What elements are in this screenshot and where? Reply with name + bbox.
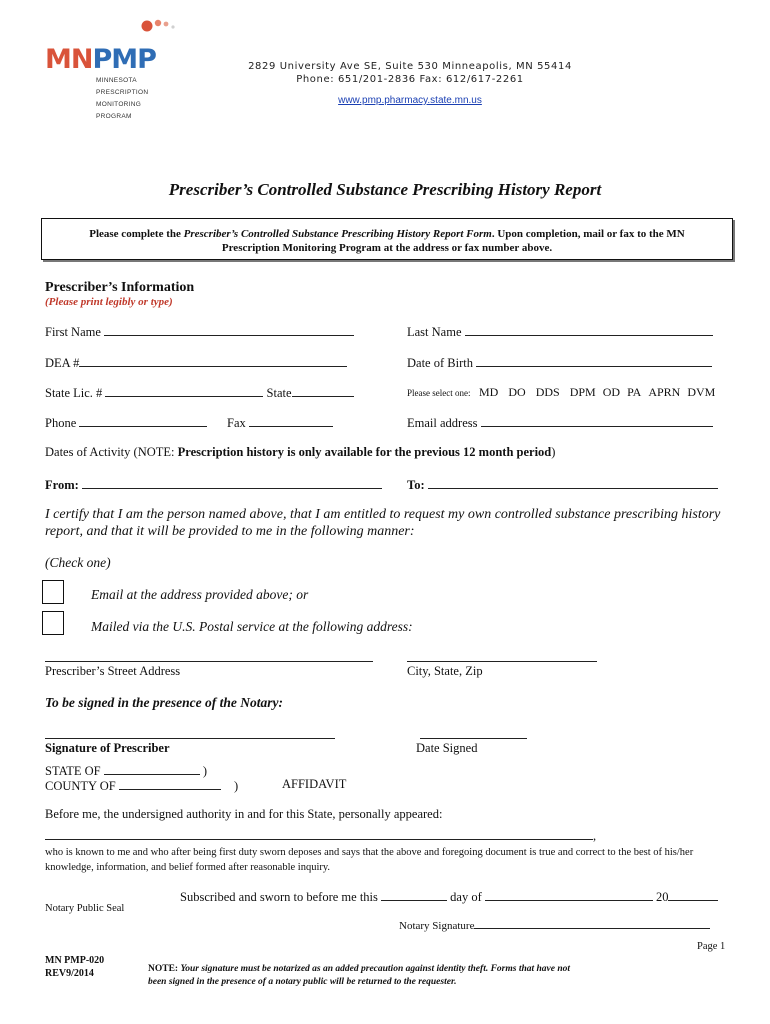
dea-label: DEA # — [45, 356, 80, 370]
fax-label: Fax — [227, 416, 246, 430]
signature-label: Signature of Prescriber — [45, 741, 170, 755]
website-link[interactable]: www.pmp.pharmacy.state.mn.us — [338, 95, 482, 106]
phone-input[interactable] — [79, 414, 207, 427]
page-title: Prescriber’s Controlled Substance Prescribing History Report — [168, 180, 602, 199]
state-of-field[interactable]: STATE OF ) — [45, 764, 208, 778]
from-input[interactable] — [82, 476, 382, 489]
state-lic-field[interactable] — [45, 384, 354, 401]
phone-field[interactable] — [45, 414, 207, 431]
dob-label: Date of Birth — [407, 356, 473, 370]
logo-subtitle: MINNESOTA PRESCRIPTION MONITORING PROGRAM — [96, 77, 149, 120]
dob-field[interactable] — [407, 354, 712, 371]
email-option-checkbox[interactable] — [42, 580, 64, 604]
fax-field[interactable] — [227, 414, 333, 431]
city-state-zip-input[interactable] — [407, 661, 597, 662]
state-input[interactable] — [292, 384, 354, 397]
street-address-input[interactable] — [45, 661, 373, 662]
last-name-input[interactable] — [465, 323, 713, 336]
credential-dvm[interactable]: DVM — [687, 385, 716, 399]
credential-aprn[interactable]: APRN — [648, 385, 681, 399]
page-number: Page 1 — [697, 941, 726, 952]
notary-heading: To be signed in the presence of the Notary: — [45, 695, 283, 710]
signature-input[interactable] — [45, 738, 335, 739]
prescriber-info-heading: Prescriber’s Information — [45, 280, 195, 295]
to-field[interactable] — [407, 476, 718, 493]
check-one-label: (Check one) — [45, 555, 111, 570]
logo-dots-icon — [138, 16, 184, 36]
select-one-label: Please select one: — [407, 388, 471, 398]
fax-input[interactable] — [249, 414, 333, 427]
header-address: 2829 University Ave SE, Suite 530 Minneapolis, MN 55414 — [248, 61, 572, 72]
credential-dpm[interactable]: DPM — [569, 385, 596, 399]
to-input[interactable] — [428, 476, 718, 489]
notary-seal-label: Notary Public Seal — [45, 903, 125, 914]
appeared-comma: , — [593, 829, 597, 843]
certification-text: I certify that I am the person named above, that I am entitled to request my own controlled substance prescribing history report, and that it will be provided to me in the following manner: — [45, 507, 721, 539]
appeared-name-input[interactable] — [45, 839, 593, 840]
credential-md[interactable]: MD — [479, 385, 499, 399]
sworn-day-input[interactable] — [381, 888, 447, 901]
credential-options — [479, 385, 715, 400]
state-lic-input[interactable] — [105, 384, 263, 397]
form-id-block — [45, 954, 104, 980]
last-name-field[interactable] — [407, 323, 713, 340]
state-lic-label: State Lic. # — [45, 386, 103, 400]
mail-option-checkbox[interactable] — [42, 611, 64, 635]
credential-dds[interactable]: DDS — [535, 385, 560, 399]
form-revision: REV9/2014 — [45, 968, 94, 979]
instruction-text: Please complete the Prescriber’s Controlled Substance Prescribing History Report Form. Upon completion, mail or fax to the MN Prescription Monitoring Program at the address or fax number above. — [89, 228, 685, 254]
footer-note: NOTE: Your signature must be notarized as an added precaution against identity theft. Forms that have not been signed in the presence of a notary public will be returned to the requester. — [148, 964, 571, 987]
credential-do[interactable]: DO — [508, 385, 526, 399]
sworn-month-input[interactable] — [485, 888, 653, 901]
from-label: From: — [45, 478, 79, 492]
affidavit-label: AFFIDAVIT — [282, 777, 347, 791]
notary-signature-label: Notary Signature — [399, 920, 475, 932]
subscribed-field[interactable]: Subscribed and sworn to before me this day of 20 — [180, 888, 718, 905]
before-me-text: Before me, the undersigned authority in and for this State, personally appeared: — [45, 807, 443, 821]
email-input[interactable] — [481, 414, 713, 427]
state-label: State — [266, 386, 292, 400]
mail-option-label: Mailed via the U.S. Postal service at the following address: — [91, 619, 413, 634]
date-signed-input[interactable] — [420, 738, 527, 739]
state-of-label: STATE OF — [45, 764, 101, 778]
from-field[interactable] — [45, 476, 382, 493]
deposes-text: who is known to me and who after being first duty sworn deposes and says that the above and foregoing document is true and correct to the best of his/her knowledge, information, and belief formed after reasonable inquiry. — [45, 847, 694, 873]
last-name-label: Last Name — [407, 325, 462, 339]
email-field[interactable] — [407, 414, 713, 431]
first-name-label: First Name — [45, 325, 101, 339]
phone-label: Phone — [45, 416, 77, 430]
street-address-label: Prescriber’s Street Address — [45, 664, 181, 678]
dea-field[interactable] — [45, 354, 347, 371]
notary-signature-input[interactable] — [474, 916, 710, 929]
county-of-label: COUNTY OF — [45, 779, 116, 793]
form-id: MN PMP-020 — [45, 955, 105, 966]
to-label: To: — [407, 478, 425, 492]
sworn-year-input[interactable] — [668, 888, 718, 901]
first-name-field[interactable] — [45, 323, 354, 340]
dob-input[interactable] — [476, 354, 712, 367]
email-label: Email address — [407, 416, 478, 430]
notary-signature-field[interactable] — [399, 916, 710, 932]
dea-input[interactable] — [79, 354, 347, 367]
credential-od[interactable]: OD — [602, 385, 621, 399]
city-state-zip-label: City, State, Zip — [407, 664, 483, 678]
date-signed-label: Date Signed — [416, 741, 478, 755]
county-of-field[interactable]: COUNTY OF ) — [45, 779, 239, 793]
email-option-label: Email at the address provided above; or — [91, 587, 309, 602]
header-phone-fax: Phone: 651/201-2836 Fax: 612/617-2261 — [296, 74, 524, 85]
first-name-input[interactable] — [104, 323, 354, 336]
state-of-input[interactable] — [104, 762, 200, 775]
logo-wordmark: MNPMP — [45, 44, 156, 75]
county-of-input[interactable] — [119, 777, 221, 790]
dates-of-activity: Dates of Activity (NOTE: Prescription history is only available for the previous 12 month period) — [45, 445, 556, 459]
print-legibly-note: (Please print legibly or type) — [45, 296, 173, 308]
credential-pa[interactable]: PA — [627, 385, 642, 399]
